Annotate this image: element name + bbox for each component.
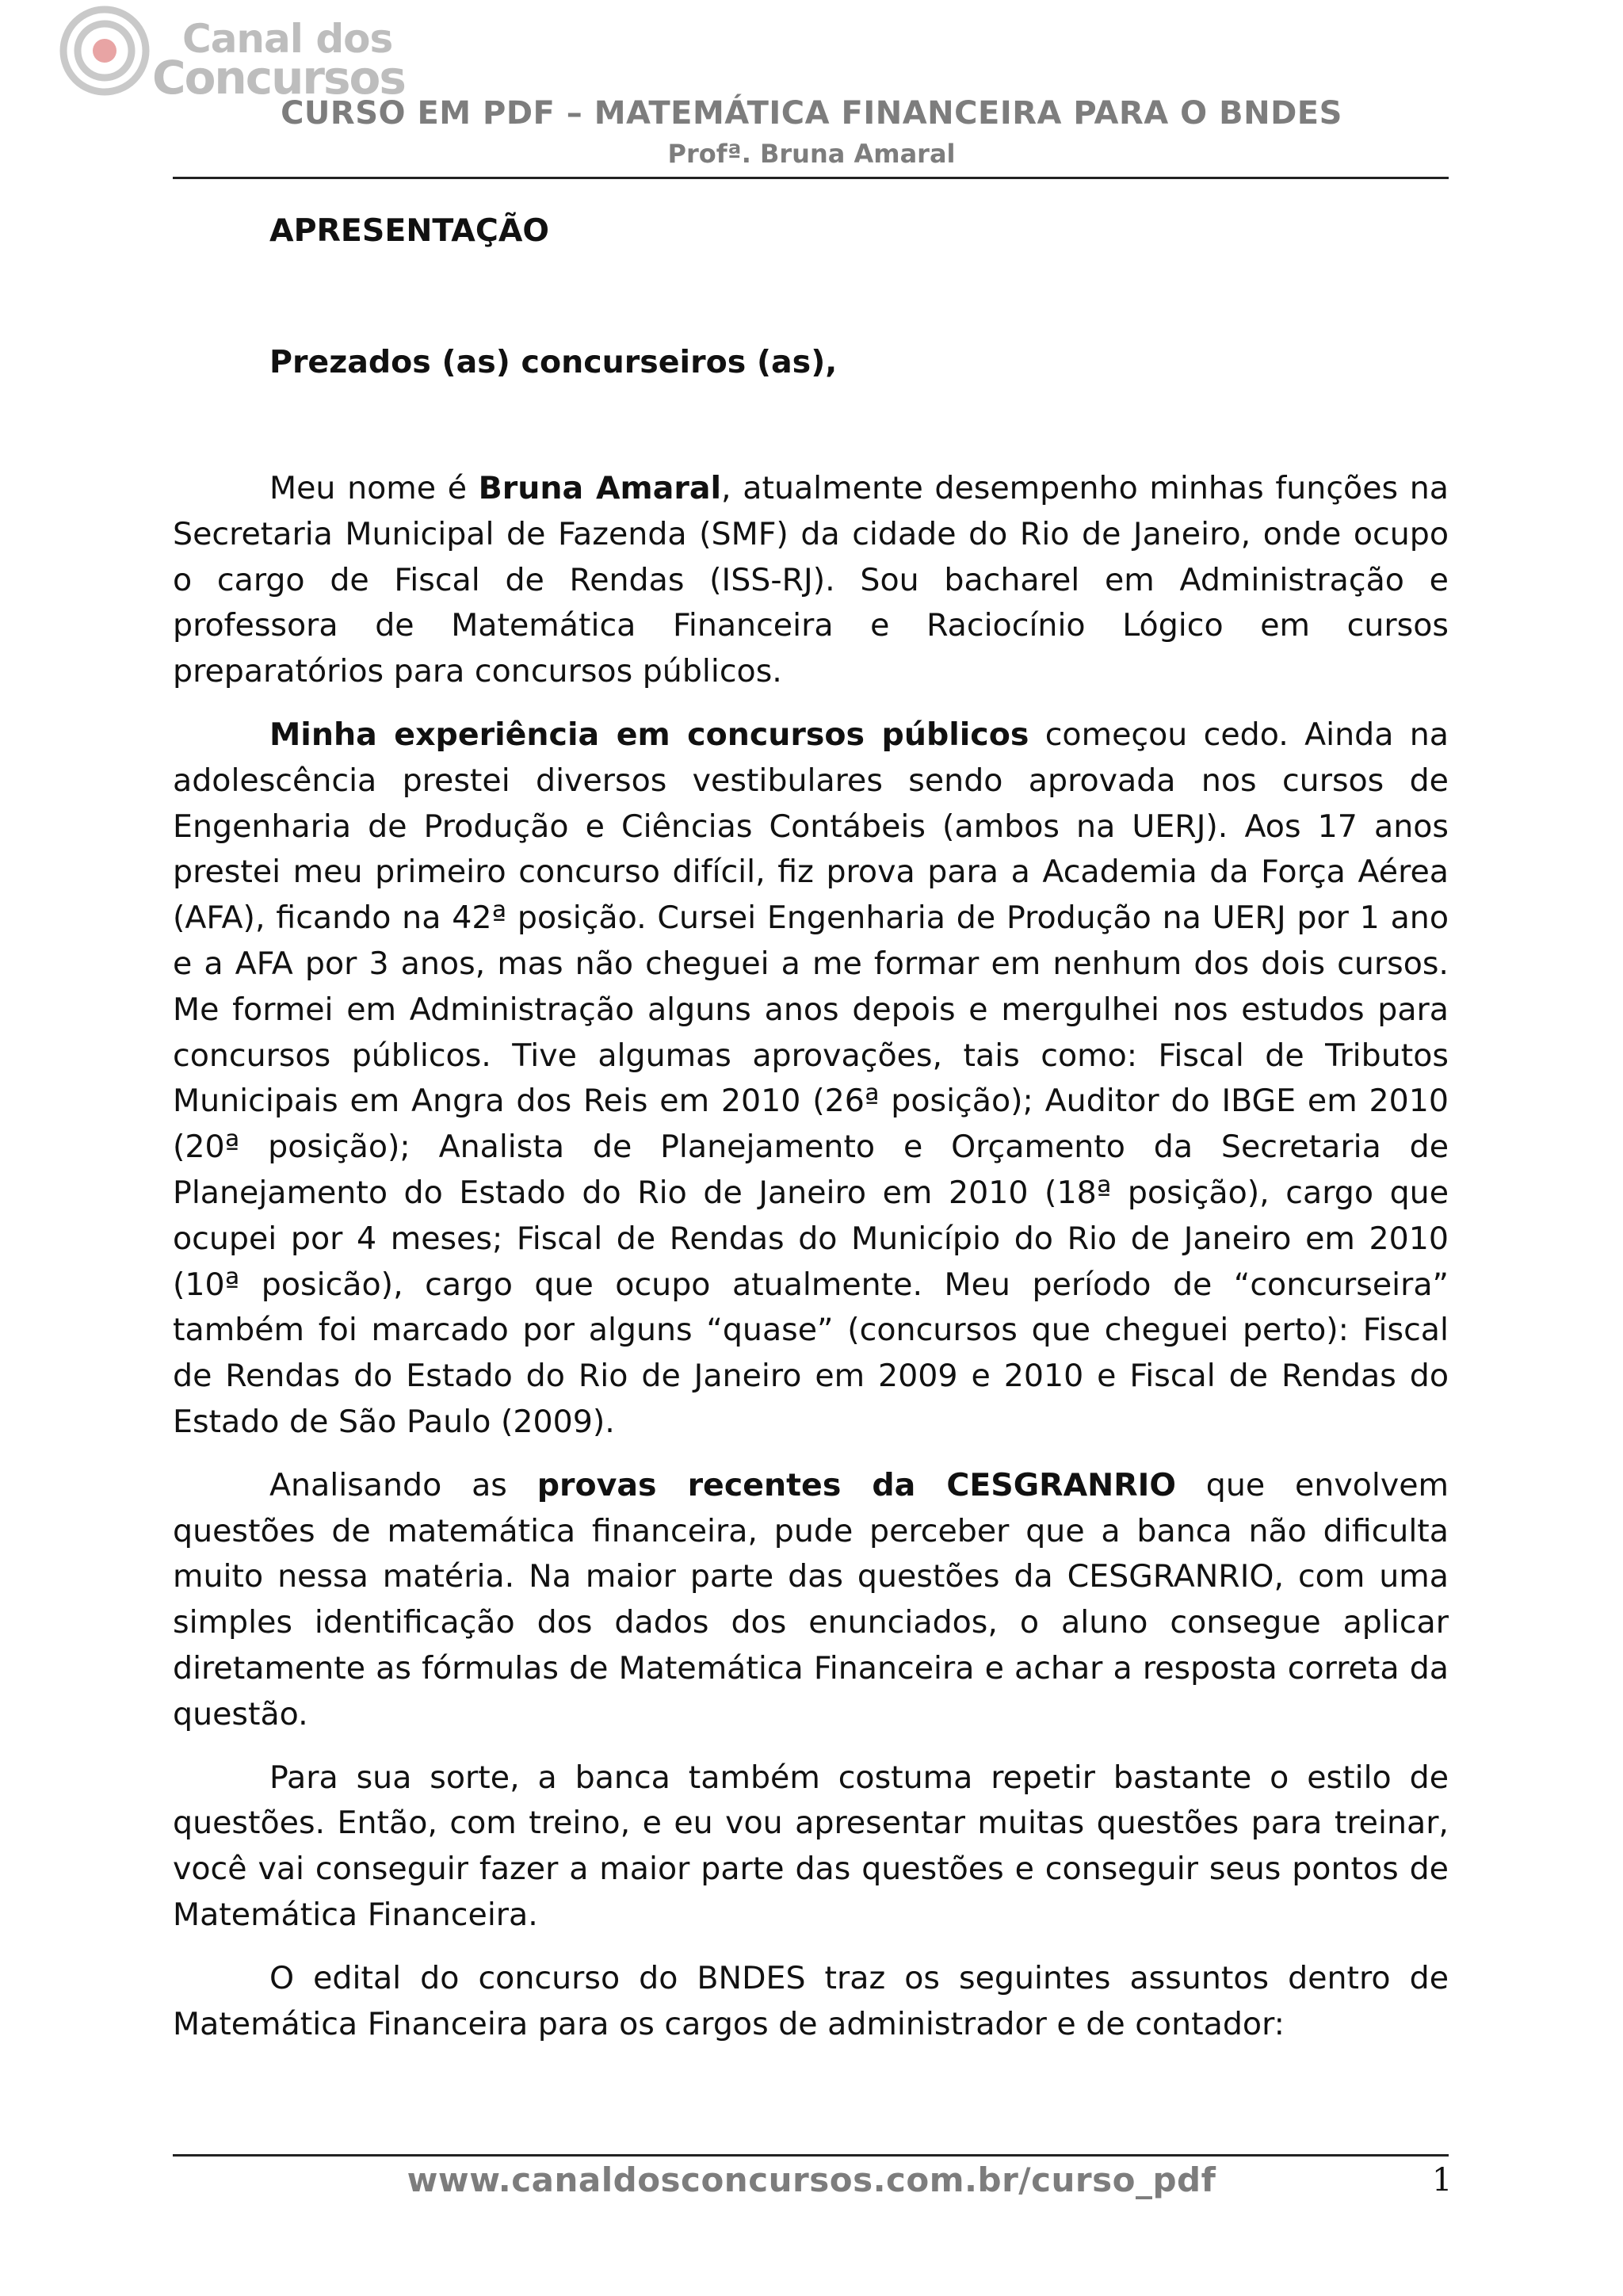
bold-run: Bruna Amaral — [478, 470, 722, 506]
text-run: Analisando as — [269, 1466, 537, 1503]
footer-link[interactable]: www.canaldosconcursos.com.br/curso_pdf — [407, 2160, 1216, 2199]
paragraph-cesgranrio — [173, 1463, 1449, 1738]
paragraph-intro — [173, 466, 1449, 695]
text-run: , atualmente desempenho minhas funções na Secretaria Municipal de Fazenda (SMF) da cidade do Rio de Janeiro, onde ocupo o cargo de Fiscal de Rendas (ISS-RJ). Sou bacharel em Administração e professora de Matemática Financeira e Raciocínio Lógico em cursos preparatórios para concursos públicos. — [173, 470, 1449, 690]
bold-run: Minha experiência em concursos públicos — [269, 716, 1029, 753]
text-run: Meu nome é — [269, 470, 479, 506]
logo-line-2: Concursos — [152, 51, 405, 105]
target-logo-icon — [59, 5, 152, 98]
logo-line-1: Canal dos — [182, 16, 393, 62]
professor-name: Profª. Bruna Amaral — [667, 139, 956, 169]
greeting: Prezados (as) concurseiros (as), — [269, 344, 838, 380]
header-divider — [173, 177, 1449, 179]
course-title: CURSO EM PDF – MATEMÁTICA FINANCEIRA PARA O BNDES — [281, 95, 1342, 132]
text-run: que envolvem questões de matemática financeira, pude perceber que a banca não dificulta muito nessa matéria. Na maior parte das questões da CESGRANRIO, com uma simples identificação dos dados dos enunciados, o aluno consegue aplicar diretamente as fórmulas de Matemática Financeira e achar a resposta correta da questão. — [173, 1466, 1449, 1733]
bold-run: provas recentes da CESGRANRIO — [537, 1466, 1176, 1503]
page-content — [173, 208, 1449, 2065]
page-number: 1 — [1432, 2162, 1453, 2199]
footer-divider — [173, 2154, 1449, 2157]
paragraph-edital: O edital do concurso do BNDES traz os seguintes assuntos dentro de Matemática Financeira para os cargos de administrador e de contador: — [173, 1959, 1449, 2042]
paragraph-experience — [173, 712, 1449, 1446]
section-heading: APRESENTAÇÃO — [269, 212, 549, 249]
text-run: começou cedo. Ainda na adolescência prestei diversos vestibulares sendo aprovada nos cursos de Engenharia de Produção e Ciências Contábeis (ambos na UERJ). Aos 17 anos prestei meu primeiro concurso difícil, fiz prova para a Academia da Força Aérea (AFA), ficando na 42ª posição. Cursei Engenharia de Produção na UERJ por 1 ano e a AFA por 3 anos, mas não cheguei a me formar em nenhum dos dois cursos. Me formei em Administração alguns anos depois e mergulhei nos estudos para concursos públicos. Tive algumas aprovações, tais como: Fiscal de Tributos Municipais em Angra dos Reis em 2010 (26ª posição); Auditor do IBGE em 2010 (20ª posição); Analista de Planejamento e Orçamento da Secretaria de Planejamento do Estado do Rio de Janeiro em 2010 (18ª posição), cargo que ocupei por 4 meses; Fiscal de Rendas do Município do Rio de Janeiro em 2010 (10ª posicão), cargo que ocupo atualmente. Meu período de “concurseira” também foi marcado por alguns “quase” (concursos que cheguei perto): Fiscal de Rendas do Estado do Rio de Janeiro em 2009 e 2010 e Fiscal de Rendas do Estado de São Paulo (2009). — [173, 716, 1449, 1440]
paragraph-luck: Para sua sorte, a banca também costuma repetir bastante o estilo de questões. Então, com treino, e eu vou apresentar muitas questões para treinar, você vai conseguir fazer a maior parte das questões e conseguir seus pontos de Matemática Financeira. — [173, 1759, 1449, 1933]
logo-wordmark — [152, 16, 405, 105]
canal-dos-concursos-logo — [59, 5, 405, 105]
